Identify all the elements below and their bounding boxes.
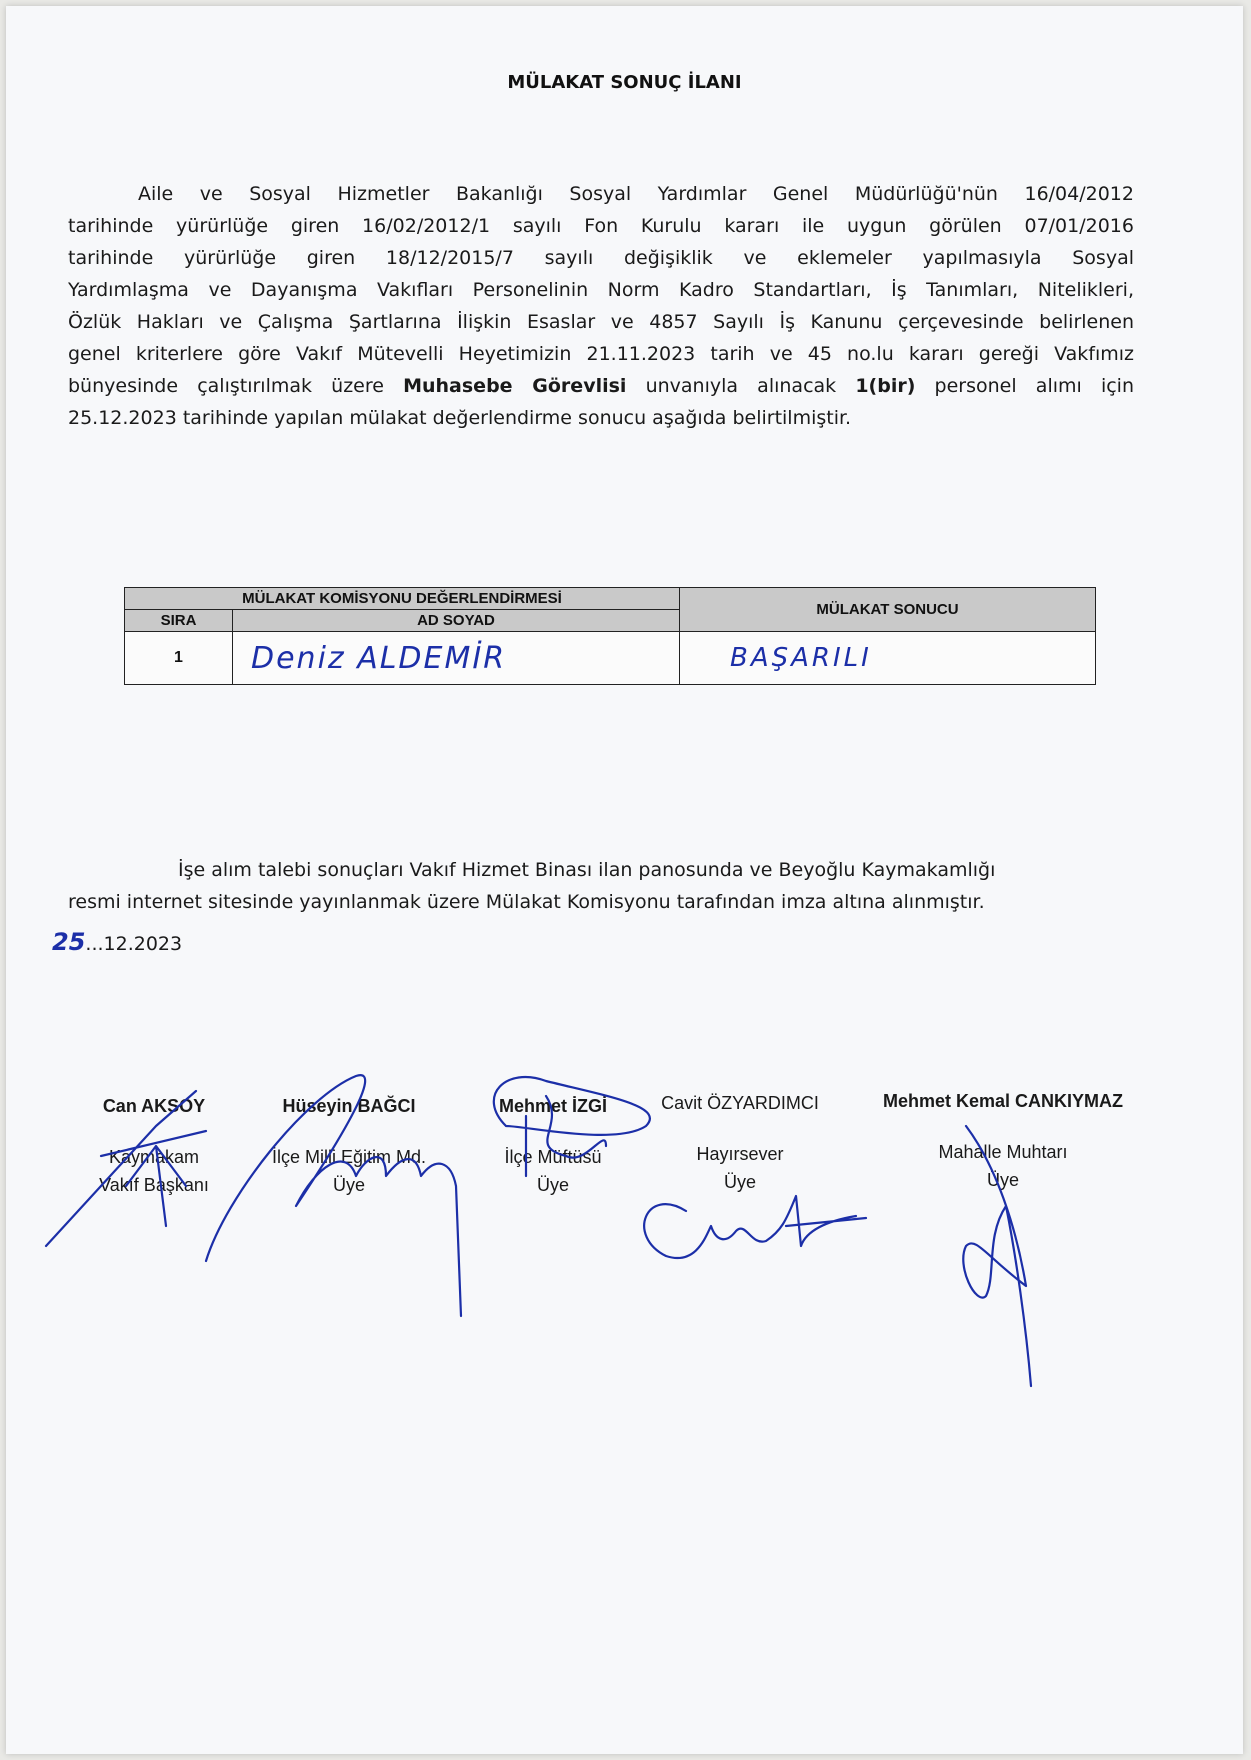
row-sonuc-handwritten: BAŞARILI bbox=[680, 632, 1096, 685]
signatory-role bbox=[478, 1143, 628, 1199]
signatory-role-line: Kaymakam bbox=[108, 1147, 200, 1167]
signatory-role-line: İlçe Milli Eğitim Md. bbox=[271, 1147, 427, 1167]
paragraph-line: 25.12.2023 tarihinde yapılan mülakat değerlendirme sonucu aşağıda belirtilmiştir. bbox=[68, 407, 852, 429]
document-title: MÜLAKAT SONUÇ İLANI bbox=[507, 72, 742, 93]
signatory-role-line: Üye bbox=[332, 1175, 365, 1195]
signatory-block bbox=[254, 1096, 444, 1199]
signatory-role bbox=[650, 1140, 830, 1196]
table-group-header: MÜLAKAT KOMİSYONU DEĞERLENDİRMESİ bbox=[125, 588, 680, 610]
table-header-sira: SIRA bbox=[125, 610, 233, 632]
paragraph-line: Yardımlaşma ve Dayanışma Vakıfları Personelinin Norm Kadro Standartları, İş Tanımları, Nitelikleri, bbox=[68, 279, 1134, 301]
table-header-sonuc: MÜLAKAT SONUCU bbox=[680, 588, 1096, 632]
footer-line: İşe alım talebi sonuçları Vakıf Hizmet Binası ilan panosunda ve Beyoğlu Kaymakamlığı bbox=[178, 859, 996, 881]
row-sira: 1 bbox=[125, 632, 233, 685]
signatory-name: Mehmet İZGİ bbox=[498, 1096, 607, 1116]
signatory-role-line: Hayırsever bbox=[696, 1144, 784, 1164]
signature-cavit-ozyardimci bbox=[644, 1196, 866, 1258]
signatory-block bbox=[478, 1096, 628, 1199]
footer-line: resmi internet sitesinde yayınlanmak üzere Mülakat Komisyonu tarafından imza altına alınmıştır. bbox=[68, 891, 985, 913]
date-dots: .. bbox=[85, 933, 98, 955]
signatory-role-line: Üye bbox=[536, 1175, 569, 1195]
document-date bbox=[52, 928, 182, 956]
signatory-block bbox=[868, 1091, 1138, 1194]
signatory-role-line: İlçe Müftüsü bbox=[504, 1147, 602, 1167]
table-row bbox=[125, 632, 1096, 685]
date-rest: .12.2023 bbox=[97, 933, 183, 955]
signatory-name: Cavit ÖZYARDIMCI bbox=[661, 1093, 819, 1113]
signatory-role-line: Üye bbox=[723, 1172, 756, 1192]
paragraph-text: bünyesinde çalıştırılmak üzere bbox=[68, 375, 404, 397]
signatory-name: Mehmet Kemal CANKIYMAZ bbox=[882, 1091, 1124, 1111]
signatory-block bbox=[84, 1096, 224, 1199]
document-page bbox=[6, 6, 1243, 1754]
signatory-name: Hüseyin BAĞCI bbox=[282, 1096, 416, 1116]
table-header-ad-soyad: AD SOYAD bbox=[233, 610, 680, 632]
signatory-role-line: Vakıf Başkanı bbox=[99, 1175, 209, 1195]
signatory-role bbox=[868, 1138, 1138, 1194]
personnel-count: 1(bir) bbox=[855, 375, 916, 397]
position-title: Muhasebe Görevlisi bbox=[403, 375, 627, 397]
paragraph-line: Aile ve Sosyal Hizmetler Bakanlığı Sosyal Yardımlar Genel Müdürlüğü'nün 16/04/2012 bbox=[138, 183, 1134, 205]
paragraph-line: tarihinde yürürlüğe giren 16/02/2012/1 sayılı Fon Kurulu kararı ile uygun görülen 07/01/2016 bbox=[68, 215, 1134, 237]
paragraph-line: genel kriterlere göre Vakıf Mütevelli Heyetimizin 21.11.2023 tarih ve 45 no.lu kararı gereği Vakfımız bbox=[68, 343, 1134, 365]
footer-paragraph bbox=[68, 854, 1134, 918]
results-table bbox=[124, 587, 1096, 685]
row-ad-soyad-handwritten: Deniz ALDEMİR bbox=[233, 632, 680, 685]
paragraph-text: unvanıyla alınacak bbox=[626, 375, 856, 397]
signatory-role-line: Üye bbox=[986, 1170, 1019, 1190]
signatory-block bbox=[650, 1093, 830, 1196]
paragraph-text: personel alımı için bbox=[915, 375, 1134, 397]
paragraph-line: Özlük Hakları ve Çalışma Şartlarına İlişkin Esaslar ve 4857 Sayılı İş Kanunu çerçevesinde belirlenen bbox=[68, 311, 1134, 333]
handwritten-day: 25 bbox=[52, 928, 86, 956]
signatory-role bbox=[254, 1143, 444, 1199]
paragraph-line: tarihinde yürürlüğe giren 18/12/2015/7 sayılı değişiklik ve eklemeler yapılmasıyla Sosyal bbox=[68, 247, 1134, 269]
signatory-role-line: Mahalle Muhtarı bbox=[938, 1142, 1068, 1162]
signatory-name: Can AKSOY bbox=[102, 1096, 206, 1116]
paragraph-line bbox=[68, 370, 1134, 402]
signatory-role bbox=[84, 1143, 224, 1199]
announcement-paragraph bbox=[68, 178, 1134, 434]
